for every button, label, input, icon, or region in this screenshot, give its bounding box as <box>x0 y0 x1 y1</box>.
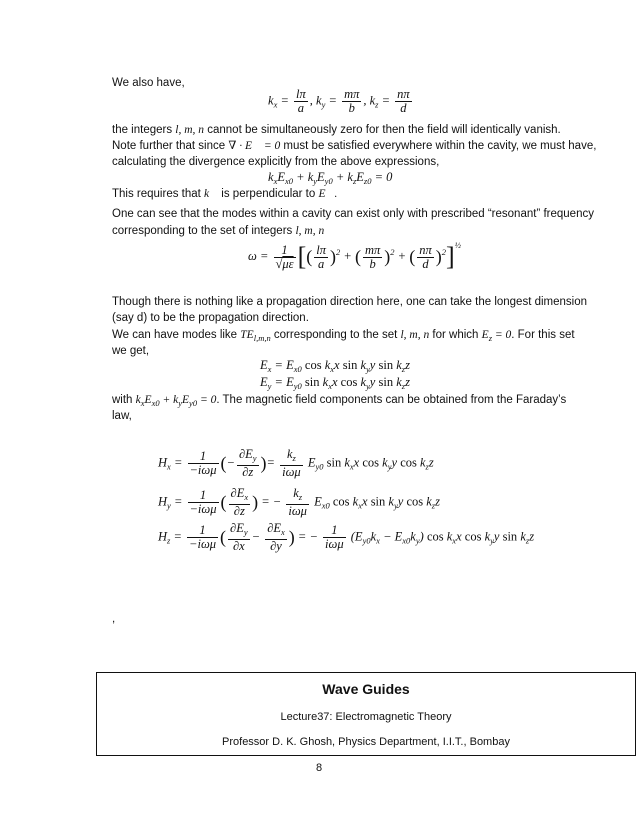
text-law-line: law, <box>112 410 132 422</box>
text-resonant-line: One can see that the modes within a cavity can exist only with prescribed “resonant” frequency <box>112 208 594 220</box>
text-say-d-line: (say d) to be the propagation direction. <box>112 312 309 324</box>
divergence-sum-equation: $k_xE_{x0} + k_yE_{y0} + k_zE_{z0} = 0$ <box>268 170 393 186</box>
text-calculating-line: calculating the divergence explicitly from the above expressions, <box>112 156 440 168</box>
page-number: 8 <box>315 762 323 774</box>
hz-field-equation: $H_z$ = $\frac{1}{\text{−iωμ}}$ ( $\frac{\partial E_y}{\partial x}$ − $\frac{\partial E_x}{\partial y}$ ) = − $\frac{1}{\text{iωμ}}$ $(E_{y0}k_x - E_{x0}k_y)$ $\cos k_xx$ $\cos k_yy$ $\sin k_zz$ <box>158 521 535 553</box>
footer-box <box>96 672 636 756</box>
footer-professor: Professor D. K. Ghosh, Physics Department, I.I.T., Bombay <box>222 736 510 748</box>
text-modes-line: We can have modes like $TE_{l,m,n}$ corresponding to the set l, m, n for which $E_z = 0$. For this set <box>112 329 575 343</box>
text-we-also-have: We also have, <box>112 77 185 89</box>
hx-field-equation: $H_x$ = $\frac{1}{\text{−iωμ}}$ (− $\frac{\partial E_y}{\partial z}$ )= $\frac{k_z}{\text{iωμ}}$ $E_{y0}$ $\sin k_xx$ $\cos k_yy$ $\cos k_zz$ <box>158 447 434 479</box>
text-perpendicular-line: This requires that k⃗ is perpendicular to E⃗. <box>112 188 338 200</box>
ex-field-equation: $E_x = E_{x0}$ $\cos k_xx$ $\sin k_yy$ $\sin k_zz$ <box>260 358 410 374</box>
hy-field-equation: $H_y$ = $\frac{1}{\text{−iωμ}}$ ( $\frac{\partial E_x}{\partial z}$ ) = − $\frac{k_z}{\text{iωμ}}$ $E_{x0}$ $\cos k_xx$ $\sin k_yy$ $\cos k_zz$ <box>158 486 440 518</box>
footer-lecture: Lecture37: Electromagnetic Theory <box>280 711 452 723</box>
text-divergence-line: Note further that since ∇ · E⃗ = 0 must be satisfied everywhere within the cavity, we must have, <box>112 140 597 152</box>
text-we-get-line: we get, <box>112 345 150 357</box>
ey-field-equation: $E_y = E_{y0}$ $\sin k_xx$ $\cos k_yy$ $\sin k_zz$ <box>260 375 410 391</box>
omega-frequency-equation: ω = $\frac{1}{√\mu\varepsilon}$ [( $\frac{l\pi}{a}$ )$^2$ + ( $\frac{m\pi}{b}$ )$^2$ + ( $\frac{n\pi}{d}$ )$^2$]$^{\frac{1}{2}}$ <box>248 240 461 272</box>
text-integers-line: the integers l, m, n cannot be simultaneously zero for then the field will identically vanish. <box>112 124 561 136</box>
text-set-of-integers-line: corresponding to the set of integers l, m, n <box>112 225 325 237</box>
text-with-line: with $k_xE_{x0} + k_yE_{y0} = 0$. The magnetic field components can be obtained from the Faraday’s <box>112 394 567 408</box>
stray-comma: , <box>112 613 116 625</box>
k-components-equation: $k_x$ = $\frac{l\pi}{a}$ , $k_y$ = $\frac{m\pi}{b}$ , $k_z$ = $\frac{n\pi}{d}$ <box>268 87 410 115</box>
footer-title: Wave Guides <box>322 681 410 697</box>
text-though-line: Though there is nothing like a propagation direction here, one can take the longest dimension <box>112 296 588 308</box>
